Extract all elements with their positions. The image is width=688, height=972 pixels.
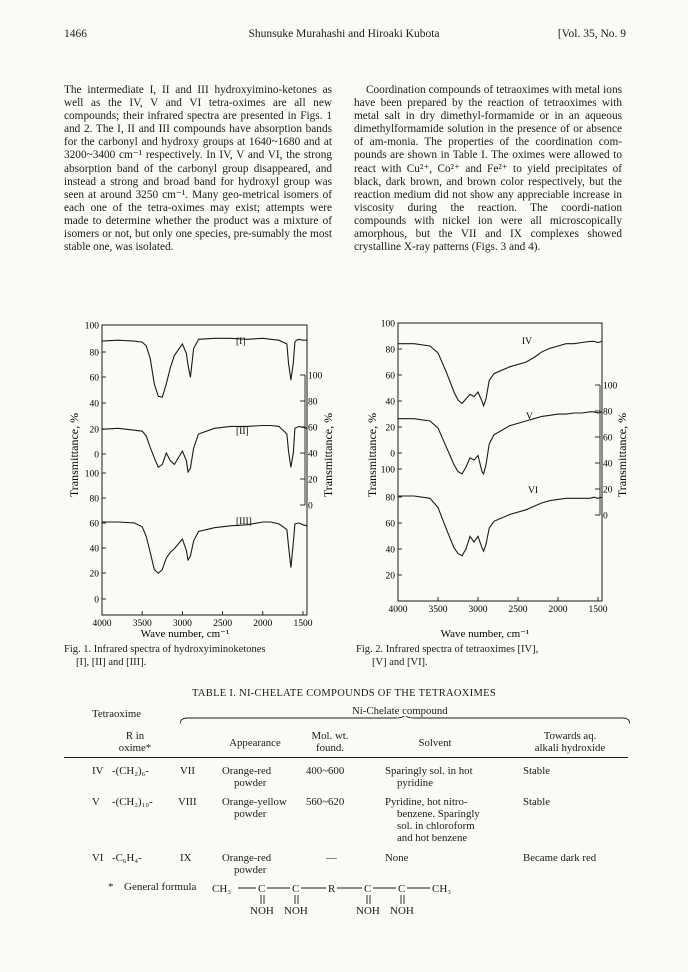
general-formula-structure [210,874,460,918]
x-tick-label: 2500 [508,605,528,615]
row-v-solvent-3: sol. in chloroform [397,820,475,832]
x-tick-label: 3500 [132,619,152,629]
plot-frame [102,325,307,615]
spectrum-curve-3 [102,522,307,573]
spectrum-curve-3 [398,496,602,556]
x-tick-label: 3000 [172,619,192,629]
spectrum-curve-2 [398,412,602,474]
curve-label-1: IV [522,337,533,347]
row-v-solvent-1: Pyridine, hot nitro- [385,796,468,808]
row-vi-r: -C₆H₄- [112,852,142,864]
x-tick-label: 1500 [588,605,608,615]
curve-label-2: [II] [236,427,249,437]
row-vi-appearance-2: powder [234,864,267,876]
y-tick-label-right: 20 [603,485,613,496]
x-tick-label: 2500 [213,619,233,629]
y-tick-label-left: 20 [385,423,395,434]
x-tick-label: 3000 [468,605,488,615]
formula-c4: C [398,883,406,895]
th-r-in: R in [125,730,145,742]
left-column-text [64,84,332,254]
y-tick-label-left: 40 [89,399,99,410]
table-group-chelate: Ni-Chelate compound [352,705,448,717]
formula-c1: C [258,883,266,895]
row-v-appearance-1: Orange-yellow [222,796,287,808]
table-title: TABLE I. NI-CHELATE COMPOUNDS OF THE TETRAOXIMES [192,688,496,699]
curve-label-3: [III] [236,517,252,527]
fig1-caption-line1: Fig. 1. Infrared spectra of hydroxyiminoketones [64,644,266,655]
row-v-appearance-2: powder [234,808,267,820]
row-vi-chelate: IX [180,852,192,864]
y-tick-label-right: 80 [603,407,613,418]
y-tick-label-right: 60 [603,433,613,444]
row-vi-appearance-1: Orange-red [222,852,272,864]
right-column-text [354,84,622,254]
row-iv-alkali: Stable [523,765,550,777]
running-header-authors: Shunsuke Murahashi and Hiroaki Kubota [248,28,440,40]
th-alkali: alkali hydroxide [534,742,606,754]
y-tick-label-left: 100 [380,319,395,330]
row-iv-solvent-2: pyridine [397,777,433,789]
y-tick-label-right: 80 [308,397,318,408]
formula-noh-1: NOH [250,905,274,917]
y-tick-label-right: 100 [308,371,323,382]
row-iv-solvent-1: Sparingly sol. in hot [385,765,473,777]
row-v-r: -(CH₂)₁₀- [112,796,153,808]
fig2-xlabel: Wave number, cm⁻¹ [440,628,530,640]
y-tick-label-left: 80 [89,348,99,359]
y-tick-label-left: 60 [385,371,395,382]
y-tick-label-left: 80 [385,493,395,504]
row-v-molwt: 560~620 [306,796,345,808]
row-v-solvent-4: and hot benzene [397,832,468,844]
y-tick-label-right: 20 [308,475,318,486]
fig1-caption [64,643,344,669]
table-group-tetraoxime: Tetraoxime [92,708,142,720]
left-paragraph: The intermediate I, II and III hydroxyimino-ketones as well as the IV, V and VI tetra-oximes are all new compounds; their infrared spectra are presented in Figs. 1 and 2. The I, II and III compounds have absorption bands for the carbonyl and hydroxy groups at 1640~1680 and at 3200~3400 cm⁻¹ respectively. In IV, V and VI, the strong absorption band of the carbonyl group disappeared, and instead a strong and broad band for hydroxyl group was seen at around 3250 cm⁻¹. Many geo-metrical isomers of each one of the tetra-oximes may exist; attempts were made to determine whether the product was a mixture of isomers or not, but only one species, pre-sumably the most stable one, was isolated. [64,84,332,254]
fig1-xlabel: Wave number, cm⁻¹ [140,628,230,640]
fig2-caption-line2: [V] and [VI]. [372,657,428,668]
th-towards: Towards aq. [543,730,597,742]
footnote-star: * [108,881,114,893]
fig1-ylabel-left: Transmittance, % [67,412,81,498]
y-tick-label-left: 60 [89,373,99,384]
row-v-chelate: VIII [178,796,197,808]
formula-ch3-right: CH₃ [432,883,452,895]
plot-frame [398,323,602,601]
y-tick-label-right: 0 [603,511,608,522]
fig2-caption [356,643,636,669]
row-v-tetra: V [92,796,100,808]
fig1-caption-line2: [I], [II] and [III]. [76,657,147,668]
row-iv-tetra: IV [92,765,104,777]
row-iv-molwt: 400~600 [306,765,345,777]
row-iv-appearance-2: powder [234,777,267,789]
row-vi-solvent-1: None [385,852,409,864]
y-tick-label-left: 100 [84,321,99,332]
y-tick-label-left: 40 [385,397,395,408]
y-tick-label-right: 60 [308,423,318,434]
curve-label-3: VI [528,486,539,496]
y-tick-label-left: 40 [385,545,395,556]
formula-noh-3: NOH [356,905,380,917]
row-v-solvent-2: benzene. Sparingly [397,808,480,820]
x-tick-label: 4000 [388,605,408,615]
th-oxime: oxime* [118,742,152,754]
row-iv-r: -(CH₂)₆- [112,765,149,777]
y-tick-label-left: 0 [94,450,99,461]
spectrum-curve-1 [398,341,602,405]
formula-noh-4: NOH [390,905,414,917]
y-tick-label-right: 40 [603,459,613,470]
row-vi-tetra: VI [92,852,104,864]
right-paragraph: Coordination compounds of tetraoximes with metal ions have been prepared by the reaction of tetraoximes with metal salt in dry dimethyl-formamide or in an aqueous dimethylformamide solution in the presence of or absence of am-monia. The properties of the coordination com-pounds are shown in Table I. The oximes were allowed to react with Cu²⁺, Co²⁺ and Fe²⁺ to yield precipitates of black, dark brown, and brown color respectively, but the reaction medium did not show any appreciable increase in viscosity during the reaction. The coordi-nation compounds with nickel ion were all microscopically amorphous, but the VII and IX complexes showed crystalline X-ray patterns (Figs. 3 and 4). [354,84,622,254]
row-iv-appearance-1: Orange-red [222,765,272,777]
y-tick-label-left: 60 [385,519,395,530]
row-v-alkali: Stable [523,796,550,808]
th-found: found. [316,742,344,754]
page-number: 1466 [64,28,87,40]
table-group-brace [180,716,630,726]
fig1-ylabel-right: Transmittance, % [321,412,335,498]
y-tick-label-left: 20 [89,569,99,580]
fig2-ylabel-right: Transmittance, % [615,412,629,498]
th-molwt: Mol. wt. [311,730,349,742]
figure-1-ir-spectra [60,315,342,645]
y-tick-label-left: 20 [385,571,395,582]
y-tick-label-left: 80 [385,345,395,356]
row-iv-chelate: VII [180,765,195,777]
fig2-ylabel-left: Transmittance, % [365,412,379,498]
y-tick-label-right: 0 [308,501,313,512]
y-tick-label-left: 20 [89,425,99,436]
y-tick-label-left: 60 [89,519,99,530]
curve-label-2: V [526,412,533,422]
y-tick-label-left: 100 [380,465,395,476]
formula-ch3-left: CH₃ [212,883,232,895]
y-tick-label-left: 0 [390,449,395,460]
row-vi-molwt: — [326,852,337,864]
fig2-caption-line1: Fig. 2. Infrared spectra of tetraoximes [IV], [356,644,539,655]
y-tick-label-left: 100 [84,469,99,480]
y-tick-label-right: 100 [603,381,618,392]
spectrum-curve-2 [102,426,307,473]
formula-noh-2: NOH [284,905,308,917]
y-tick-label-left: 0 [94,595,99,606]
footnote-prefix: General formula [124,881,197,893]
formula-c3: C [364,883,372,895]
y-tick-label-right: 40 [308,449,318,460]
formula-c2: C [292,883,300,895]
table-header-rule [64,757,628,758]
x-tick-label: 3500 [428,605,448,615]
y-tick-label-left: 40 [89,544,99,555]
curve-label-1: [I] [236,337,246,347]
x-tick-label: 2000 [548,605,568,615]
th-solvent: Solvent [418,737,452,749]
journal-volume: [Vol. 35, No. 9 [557,28,626,40]
formula-r: R [328,883,336,895]
figure-2-ir-spectra [350,315,632,645]
x-tick-label: 2000 [253,619,273,629]
row-vi-alkali: Became dark red [523,852,597,864]
x-tick-label: 4000 [92,619,112,629]
spectrum-curve-1 [102,338,307,397]
th-appearance: Appearance [229,737,281,749]
x-tick-label: 1500 [293,619,313,629]
y-tick-label-left: 80 [89,494,99,505]
